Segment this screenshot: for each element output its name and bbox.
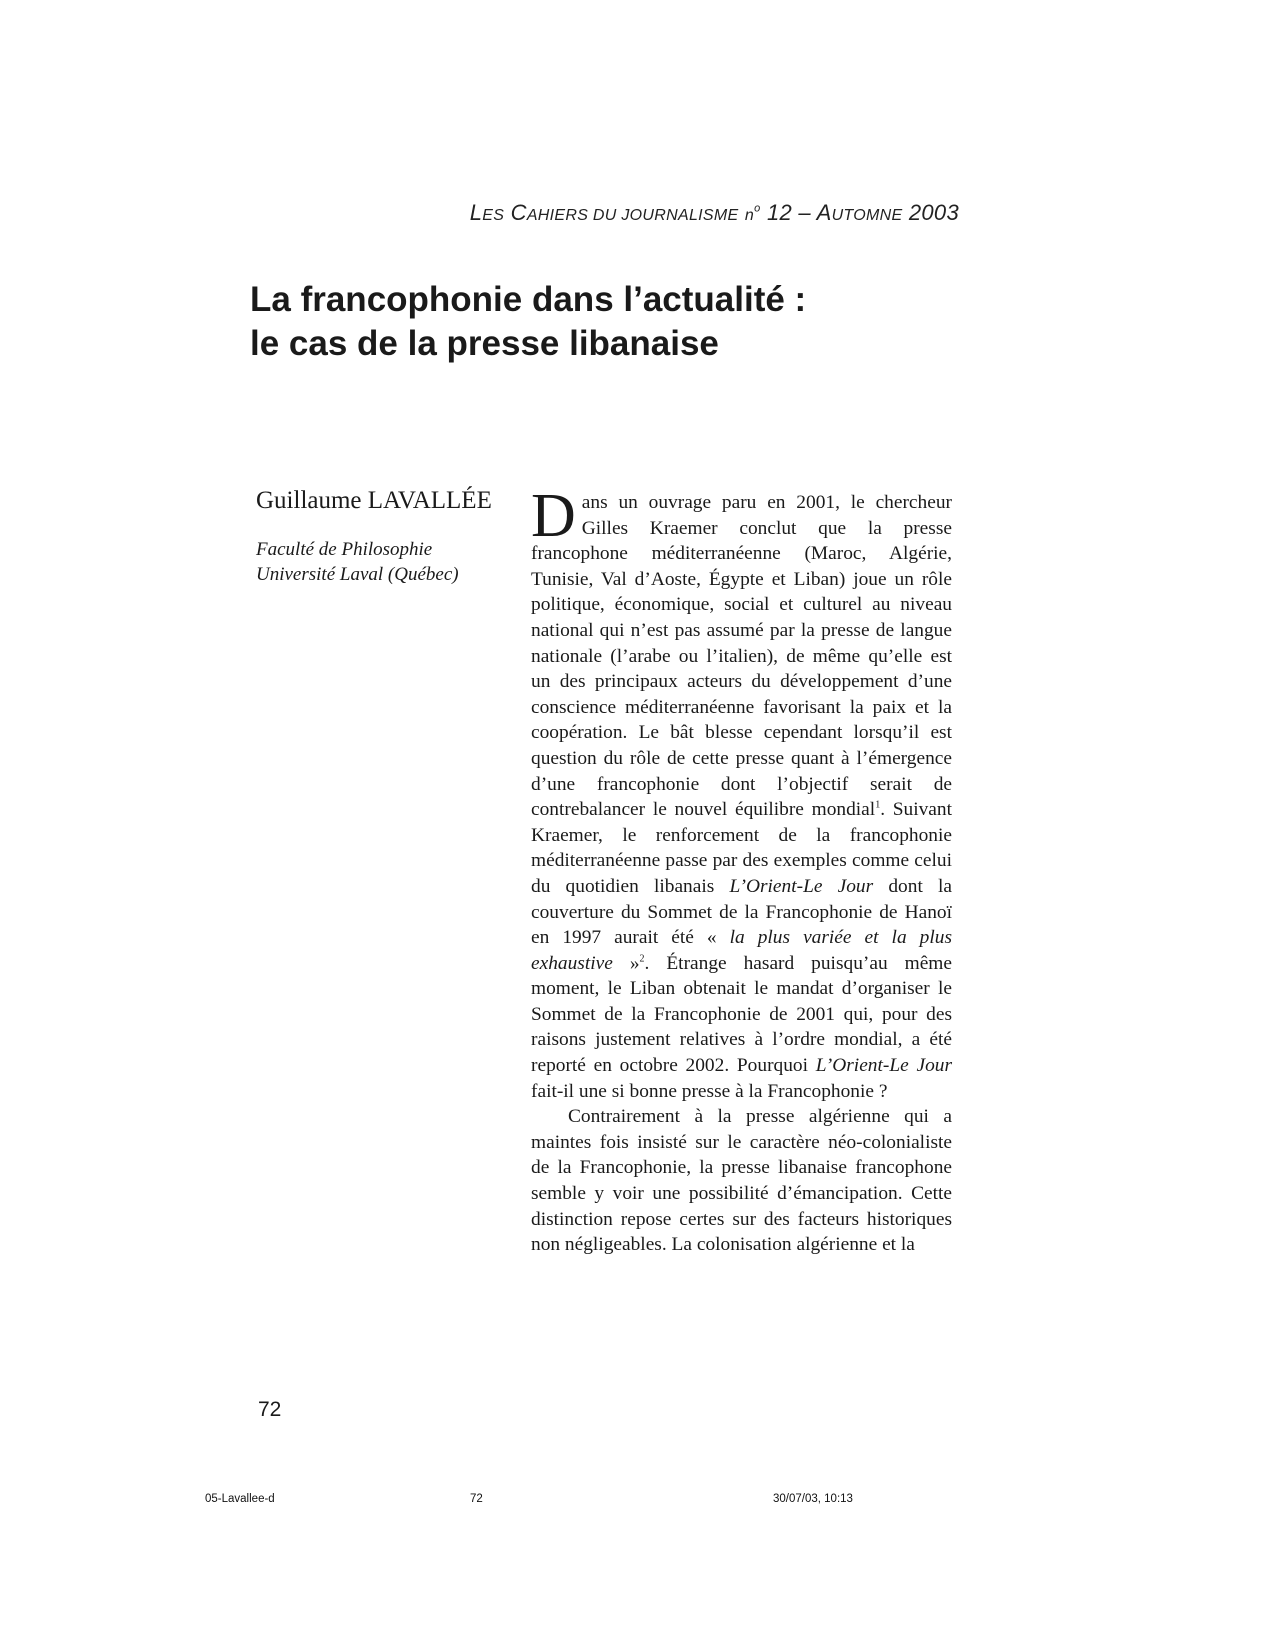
article-title-line-2: le cas de la presse libanaise xyxy=(250,324,719,363)
drop-cap: D xyxy=(531,482,576,550)
newspaper-title: L’Orient-Le Jour xyxy=(729,875,874,897)
author-name: Guillaume LAVALLÉE xyxy=(256,487,492,514)
slug-datetime: 30/07/03, 10:13 xyxy=(773,1493,853,1505)
footnote-ref-1: 1 xyxy=(875,799,881,811)
author-affiliation xyxy=(256,537,459,587)
affiliation-faculty: Faculté de Philosophie xyxy=(256,539,433,560)
affiliation-university: Université Laval (Québec) xyxy=(256,564,459,585)
slug-filename: 05-Lavallee-d xyxy=(205,1493,275,1505)
slug-page: 72 xyxy=(470,1493,483,1505)
footnote-ref-2: 2 xyxy=(639,953,645,965)
quotation: la plus variée et la plus exhaustive xyxy=(531,927,952,974)
running-header: LES CAHIERS DU JOURNALISME $n^o$ 12 – AUTOMNE 2003 xyxy=(469,200,959,225)
article-title-line-1: La francophonie dans l’actualité : xyxy=(250,280,807,319)
paragraph-2: Contrairement à la presse algérienne qui a maintes fois insisté sur le caractère néo-colonialiste de la Francophonie, la presse libanaise francophone semble y voir une possibilité d’émancipation. Cette distinction repose certes sur des facteurs historiques non négligeables. La colonisation algérienne et la xyxy=(531,1106,952,1256)
paragraph-1: Dans un ouvrage paru en 2001, le chercheur Gilles Kraemer conclut que la presse francophone méditerranéenne (Maroc, Algérie, Tunisie, Val d’Aoste, Égypte et Liban) joue un rôle politique, économique, social et culturel au niveau national qui n’est pas assumé par la presse de langue nationale (l’arabe ou l’italien), de même qu’elle est un des principaux acteurs du développement d’une conscience méditerranéenne favorisant la paix et la coopération. Le bât blesse cependant lorsqu’il est question du rôle de cette presse quant à l’émergence d’une francophonie dont l’objectif serait de contrebalancer le nouvel équilibre mondial$^1$. Suivant Kraemer, le renforcement de la francophonie méditerranéenne passe par des exemples comme celui du quotidien libanais L’Orient-Le Jour dont la couverture du Sommet de la Francophonie de Hanoï en 1997 aurait été « la plus variée et la plus exhaustive »$^2$. Étrange hasard puisqu’au même moment, le Liban obtenait le mandat d’organiser le Sommet de la Francophonie de 2001 qui, pour des raisons justement relatives à l’ordre mondial, a été reporté en octobre 2002. Pourquoi L’Orient-Le Jour fait-il une si bonne presse à la Francophonie ? xyxy=(531,482,953,1102)
page-number: 72 xyxy=(258,1398,282,1421)
article-title xyxy=(250,278,806,366)
newspaper-title: L’Orient-Le Jour xyxy=(815,1055,953,1077)
article-body xyxy=(531,482,953,1258)
